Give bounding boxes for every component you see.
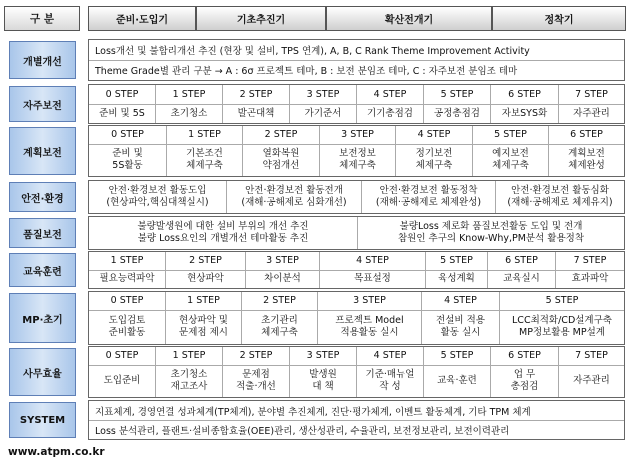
autonomous-maintenance-block — [88, 84, 625, 124]
step-content: 예지보전 체제구축 — [472, 144, 548, 176]
step-content: 열화복원 약점개선 — [242, 144, 319, 176]
step-label: 1 STEP — [110, 255, 144, 267]
step-content: 효과파악 — [555, 270, 624, 288]
step-content: 현상파악 — [165, 270, 245, 288]
phase-header-prep: 준비·도입기 — [88, 6, 196, 31]
system-line-2: Loss 분석관리, 플랜트·설비종합효율(OEE)관리, 생산성관리, 수율관리, 보전정보관리, 보전이력관리 — [95, 425, 510, 437]
safety-stage: 안전·환경보전 활동전개 (재해·공해제로 심화개선) — [226, 181, 361, 213]
category-planned-maintenance: 계획보전 — [9, 127, 76, 175]
step-content: 정기보전 체제구축 — [395, 144, 472, 176]
step-label: 0 STEP — [105, 88, 139, 100]
step-label: 6 STEP — [490, 85, 558, 104]
step-label: 5 STEP — [499, 292, 624, 310]
safety-stage: 안전·환경보전 활동심화 (재해·공해제로 체제유지) — [495, 181, 624, 213]
step-label: 5 STEP — [423, 85, 490, 104]
step-content: 목표설정 — [319, 270, 425, 288]
step-label: 1 STEP — [155, 347, 222, 365]
step-content: 기본조건 체제구축 — [166, 144, 242, 176]
category-office-efficiency: 사무효율 — [9, 348, 76, 396]
step-content: 계획보전 체제완성 — [548, 144, 624, 176]
step-content: 발곤대책 — [222, 104, 289, 123]
step-label: 3 STEP — [319, 126, 395, 144]
category-system: SYSTEM — [9, 402, 76, 438]
phase-header-expansion: 확산전개기 — [326, 6, 492, 31]
step-content: 자주관리 — [558, 365, 624, 397]
step-content: 도입준비 — [103, 375, 141, 387]
step-label: 4 STEP — [356, 85, 423, 104]
individual-improvement-line-1: Loss개선 및 불합리개선 추진 (현장 및 설비, TPS 연계), A, B, C Rank Theme Improvement Activity — [95, 46, 530, 57]
step-label: 4 STEP — [319, 252, 425, 270]
step-label: 6 STEP — [487, 252, 555, 270]
category-safety-environment: 안전·환경 — [9, 182, 76, 212]
step-content: 교육실시 — [487, 270, 555, 288]
education-training-block — [88, 251, 625, 289]
quality-stage: 불량발생원에 대한 설비 부위의 개선 추진 불량 Loss요인의 개별개선 테마활동 추진 — [137, 221, 309, 244]
step-content: 자보SYS화 — [490, 104, 558, 123]
step-label: 2 STEP — [222, 347, 289, 365]
step-label: 5 STEP — [423, 347, 490, 365]
planned-maintenance-block — [88, 125, 625, 177]
step-content: 도입검토 준비활동 — [108, 315, 146, 338]
step-content: 기준·매뉴얼 작 성 — [356, 365, 423, 397]
safety-environment-block — [88, 180, 625, 214]
step-content: 발생원 대 책 — [289, 365, 356, 397]
step-label: 2 STEP — [241, 292, 317, 310]
step-content: 보전정보 체제구축 — [319, 144, 395, 176]
office-efficiency-block — [88, 346, 625, 398]
step-content: 교육·훈련 — [423, 365, 490, 397]
step-label: 3 STEP — [245, 252, 319, 270]
category-autonomous-maintenance: 자주보전 — [9, 86, 76, 122]
step-label: 5 STEP — [472, 126, 548, 144]
step-label: 6 STEP — [490, 347, 558, 365]
step-content: 필요능력파악 — [99, 273, 155, 285]
step-content: 초기관리 체제구축 — [241, 310, 317, 344]
category-education-training: 교육훈련 — [9, 253, 76, 287]
step-content: 공정총점검 — [423, 104, 490, 123]
step-label: 2 STEP — [242, 126, 319, 144]
category-quality-maintenance: 품질보전 — [9, 218, 76, 248]
step-label: 1 STEP — [155, 85, 222, 104]
step-content: 기기총점검 — [356, 104, 423, 123]
website-footer: www.atpm.co.kr — [8, 446, 105, 458]
step-content: 초기청소 — [155, 104, 222, 123]
step-label: 3 STEP — [289, 85, 356, 104]
safety-stage: 안전·환경보전 활동정착 (재해·공해제로 체제완성) — [361, 181, 495, 213]
phase-header-basic: 기초추진기 — [196, 6, 326, 31]
system-line-1: 지표체계, 경영연결 성과체계(TP체계), 분야별 추진체계, 진단·평가체계, 이벤트 활동체계, 기타 TPM 체계 — [95, 406, 531, 418]
step-label: 7 STEP — [555, 252, 624, 270]
step-label: 1 STEP — [166, 126, 242, 144]
step-label: 4 STEP — [421, 292, 499, 310]
step-content: 문제점 적출·개선 — [222, 365, 289, 397]
step-content: 현상파악 및 문제점 제시 — [165, 310, 241, 344]
step-content: 준비 및 5S — [99, 107, 145, 119]
safety-stage: 안전·환경보전 활동도입 (현상파악,핵심대책실시) — [106, 185, 209, 208]
step-label: 0 STEP — [111, 129, 144, 141]
step-label: 1 STEP — [165, 292, 241, 310]
step-content: 차이분석 — [245, 270, 319, 288]
step-content: 프로젝트 Model 적용활동 실시 — [317, 310, 421, 344]
step-content: 자주관리 — [558, 104, 624, 123]
individual-improvement-line-2: Theme Grade별 관리 구분 → A : 6σ 프로젝트 테마, B : 보전 분임조 테마, C : 자주보전 분임조 테마 — [95, 66, 518, 77]
category-individual-improvement: 개별개선 — [9, 41, 76, 79]
quality-maintenance-block — [88, 216, 625, 250]
step-label: 0 STEP — [110, 295, 144, 307]
step-content: LCC최적화/CD설계구축 MP정보활용 MP설계 — [499, 310, 624, 344]
step-label: 3 STEP — [289, 347, 356, 365]
category-mp-initial: MP·초기 — [9, 293, 76, 343]
step-content: 가기준서 — [289, 104, 356, 123]
step-label: 7 STEP — [558, 347, 624, 365]
phase-header-settlement: 정착기 — [492, 6, 626, 31]
step-label: 5 STEP — [425, 252, 487, 270]
step-label: 4 STEP — [395, 126, 472, 144]
mp-initial-block — [88, 291, 625, 345]
step-content: 업 무 총점검 — [490, 365, 558, 397]
system-block — [88, 400, 625, 440]
step-label: 0 STEP — [105, 350, 139, 362]
step-label: 3 STEP — [317, 292, 421, 310]
step-label: 7 STEP — [558, 85, 624, 104]
step-label: 2 STEP — [165, 252, 245, 270]
step-content: 육성계획 — [425, 270, 487, 288]
step-content: 전설비 적용 활동 실시 — [421, 310, 499, 344]
step-label: 6 STEP — [548, 126, 624, 144]
step-content: 준비 및 5S활동 — [112, 148, 143, 171]
step-label: 4 STEP — [356, 347, 423, 365]
individual-improvement-block — [88, 39, 625, 81]
step-content: 초기청소 재고조사 — [155, 365, 222, 397]
category-header: 구 분 — [4, 6, 80, 31]
quality-stage: 불량Loss 제로화 품질보전활동 도입 및 전개 참원인 추구의 Know-Why,PM분석 활용정착 — [357, 217, 624, 249]
step-label: 2 STEP — [222, 85, 289, 104]
